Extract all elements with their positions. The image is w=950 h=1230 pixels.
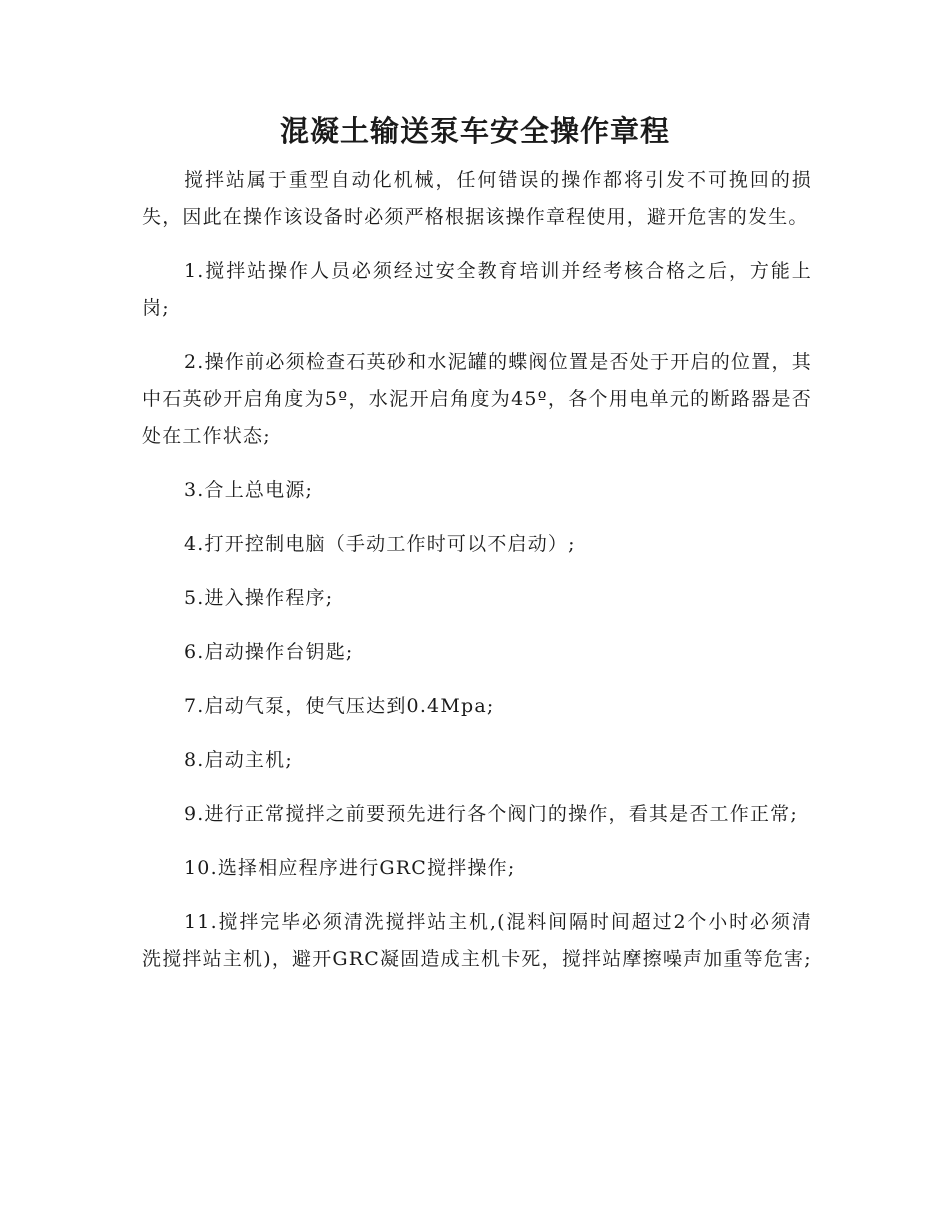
intro-paragraph: 搅拌站属于重型自动化机械，任何错误的操作都将引发不可挽回的损失，因此在操作该设备时必须严格根据该操作章程使用，避开危害的发生。: [142, 169, 812, 228]
step-5-paragraph: 5.进入操作程序;: [184, 587, 334, 609]
step-1-paragraph: 1.搅拌站操作人员必须经过安全教育培训并经考核合格之后，方能上岗;: [142, 260, 812, 319]
document-title: 混凝土输送泵车安全操作章程: [279, 114, 670, 148]
step-9-paragraph: 9.进行正常搅拌之前要预先进行各个阀门的操作，看其是否工作正常;: [184, 803, 798, 825]
step-2-paragraph: 2.操作前必须检查石英砂和水泥罐的蝶阀位置是否处于开启的位置，其中石英砂开启角度为5º，水泥开启角度为45º，各个用电单元的断路器是否处在工作状态;: [142, 351, 812, 447]
step-3-paragraph: 3.合上总电源;: [184, 479, 314, 501]
step-7-paragraph: 7.启动气泵，使气压达到0.4Mpa;: [184, 695, 495, 717]
document-body: [142, 162, 812, 995]
step-11-paragraph: 11.搅拌完毕必须清洗搅拌站主机,(混料间隔时间超过2个小时必须清洗搅拌站主机)，避开GRC凝固造成主机卡死，搅拌站摩擦噪声加重等危害;: [142, 911, 812, 970]
step-4-paragraph: 4.打开控制电脑（手动工作时可以不启动）;: [184, 533, 576, 555]
step-10-paragraph: 10.选择相应程序进行GRC搅拌操作;: [184, 857, 516, 879]
step-6-paragraph: 6.启动操作台钥匙;: [184, 641, 354, 663]
step-8-paragraph: 8.启动主机;: [184, 749, 293, 771]
